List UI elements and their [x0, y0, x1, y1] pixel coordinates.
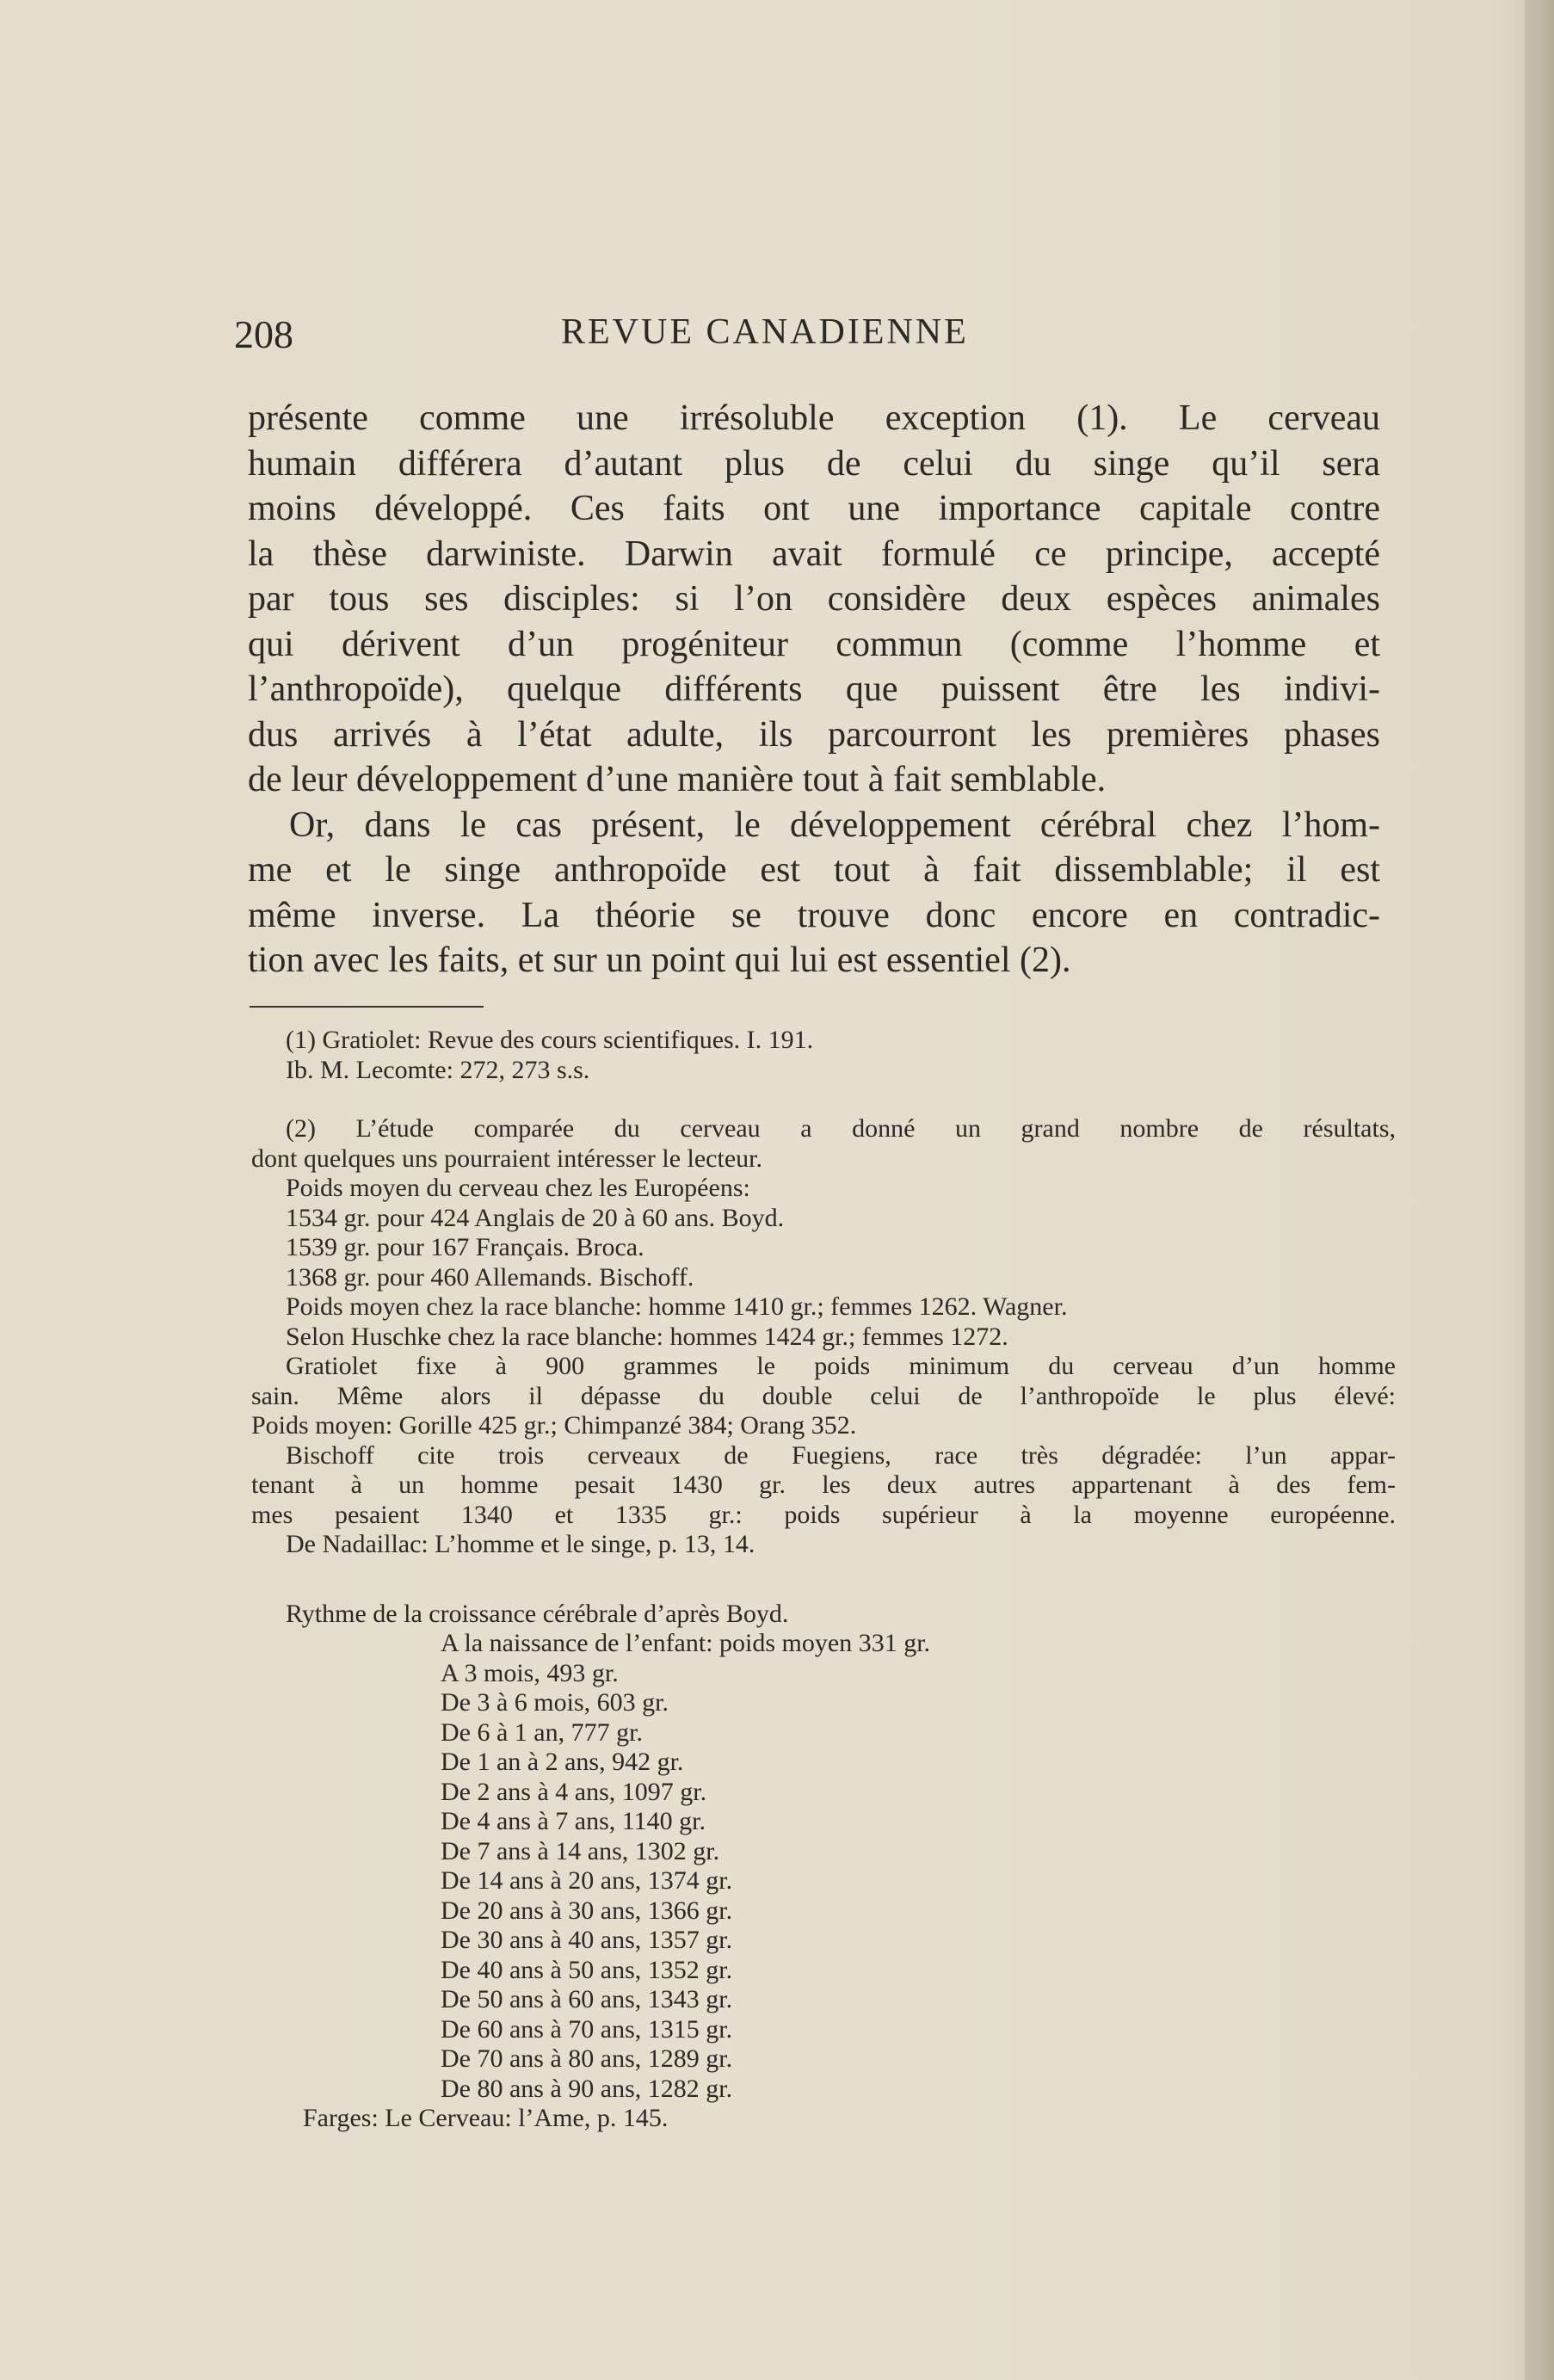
running-title: REVUE CANADIENNE: [561, 312, 969, 352]
farges-reference: Farges: Le Cerveau: l’Ame, p. 145.: [303, 2104, 669, 2132]
body-line: par tous ses disciples: si l’on considère deux espèces animales: [248, 579, 1380, 619]
page-number: 208: [234, 312, 293, 356]
page-edge: [1525, 0, 1554, 2380]
list-item: De 50 ans à 60 ans, 1343 gr.: [441, 1985, 733, 2013]
list-item: De 7 ans à 14 ans, 1302 gr.: [441, 1836, 720, 1865]
spacer: [251, 1085, 1396, 1114]
body-line: Or, dans le cas présent, le développement cérébral chez l’hom-: [289, 805, 1380, 845]
footnote-line: Ib. M. Lecomte: 272, 273 s.s.: [286, 1055, 590, 1084]
footnote-line: De Nadaillac: L’homme et le singe, p. 13, 14.: [286, 1530, 755, 1558]
body-line: l’anthropoïde), quelque différents que puissent être les indivi-: [248, 669, 1380, 709]
list-item: De 30 ans à 40 ans, 1357 gr.: [441, 1926, 733, 1954]
body-line: humain différera d’autant plus de celui du singe qu’il sera: [248, 443, 1380, 484]
footnote-line: Poids moyen du cerveau chez les Européens:: [286, 1174, 750, 1202]
body-text: [248, 396, 1380, 983]
footnote-line: mes pesaient 1340 et 1335 gr.: poids supérieur à la moyenne européenne.: [251, 1500, 1396, 1529]
footnote-line: dont quelques uns pourraient intéresser le lecteur.: [251, 1144, 762, 1173]
list-item: De 80 ans à 90 ans, 1282 gr.: [441, 2074, 733, 2103]
list-item: De 14 ans à 20 ans, 1374 gr.: [441, 1866, 733, 1895]
footnote-line: 1539 gr. pour 167 Français. Broca.: [286, 1233, 644, 1261]
footnote-line: Poids moyen: Gorille 425 gr.; Chimpanzé 384; Orang 352.: [251, 1411, 857, 1440]
page-header: [234, 311, 1043, 363]
footnote-line: 1368 gr. pour 460 Allemands. Bischoff.: [286, 1262, 694, 1292]
footnote-rule: [250, 1006, 484, 1008]
body-line: de leur développement d’une manière tout à fait semblable.: [248, 760, 1107, 799]
footnote-line: Bischoff cite trois cerveaux de Fuegiens, race très dégradée: l’un appar-: [286, 1440, 1396, 1470]
body-line: même inverse. La théorie se trouve donc encore en contradic-: [248, 895, 1380, 935]
footnote-line: 1534 gr. pour 424 Anglais de 20 à 60 ans. Boyd.: [286, 1203, 785, 1232]
list-item: De 2 ans à 4 ans, 1097 gr.: [441, 1777, 707, 1806]
footnote-line: (2) L’étude comparée du cerveau a donné un grand nombre de résultats,: [286, 1114, 1396, 1143]
list-item: De 40 ans à 50 ans, 1352 gr.: [441, 1955, 733, 1984]
footnote-line: Poids moyen chez la race blanche: homme 1410 gr.; femmes 1262. Wagner.: [286, 1292, 1068, 1321]
body-line: qui dérivent d’un progéniteur commun (comme l’homme et: [248, 624, 1380, 664]
footnote-line: Gratiolet fixe à 900 grammes le poids minimum du cerveau d’un homme: [286, 1352, 1396, 1380]
list-item: A 3 mois, 493 gr.: [441, 1658, 619, 1687]
footnote-line: Selon Huschke chez la race blanche: hommes 1424 gr.; femmes 1272.: [286, 1322, 1008, 1351]
rythme-title: Rythme de la croissance cérébrale d’après Boyd.: [286, 1599, 789, 1628]
body-line: présente comme une irrésoluble exception (1). Le cerveau: [248, 398, 1380, 438]
footnote-line: tenant à un homme pesait 1430 gr. les deux autres appartenant à des fem-: [251, 1471, 1396, 1499]
list-item: De 3 à 6 mois, 603 gr.: [441, 1688, 669, 1717]
body-line: moins développé. Ces faits ont une importance capitale contre: [248, 489, 1380, 528]
spacer: [251, 1560, 1396, 1600]
list-item: De 70 ans à 80 ans, 1289 gr.: [441, 2044, 733, 2073]
body-line: tion avec les faits, et sur un point qui lui est essentiel (2).: [248, 940, 1071, 980]
body-line: la thèse darwiniste. Darwin avait formulé ce principe, accepté: [248, 533, 1380, 574]
footnote-line: (1) Gratiolet: Revue des cours scientifiques. I. 191.: [286, 1026, 814, 1054]
list-item: De 60 ans à 70 ans, 1315 gr.: [441, 2014, 733, 2044]
list-item: De 6 à 1 an, 777 gr.: [441, 1717, 643, 1747]
list-item: A la naissance de l’enfant: poids moyen 331 gr.: [441, 1629, 931, 1657]
body-line: me et le singe anthropoïde est tout à fait dissemblable; il est: [248, 850, 1380, 890]
list-item: De 1 an à 2 ans, 942 gr.: [441, 1748, 684, 1776]
body-line: dus arrivés à l’état adulte, ils parcourront les premières phases: [248, 714, 1380, 755]
footnote-line: sain. Même alors il dépasse du double celui de l’anthropoïde le plus élevé:: [251, 1381, 1396, 1410]
list-item: De 20 ans à 30 ans, 1366 gr.: [441, 1896, 733, 1925]
list-item: De 4 ans à 7 ans, 1140 gr.: [441, 1807, 706, 1835]
rythme-list: [251, 1629, 1396, 2104]
footnotes: [251, 1026, 1396, 2134]
